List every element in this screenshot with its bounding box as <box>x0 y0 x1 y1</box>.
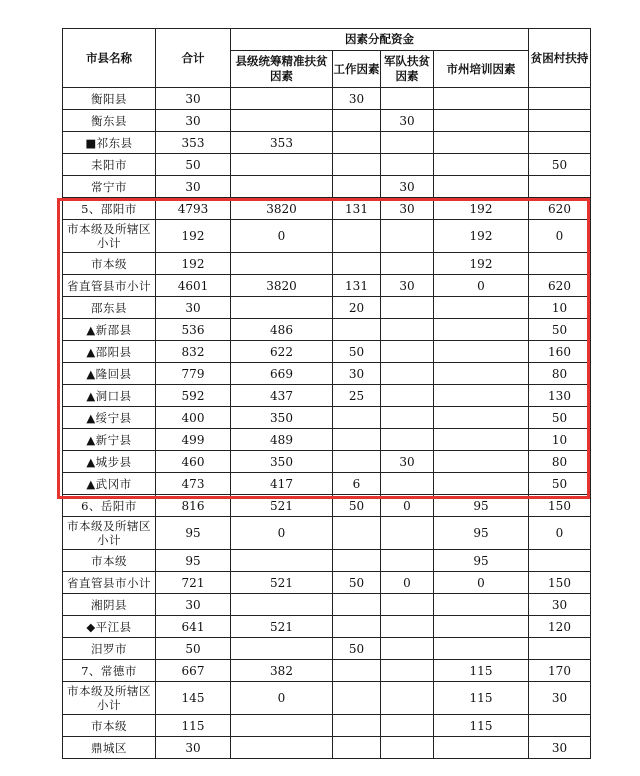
cell-total: 30 <box>156 297 231 319</box>
cell-county-precise: 486 <box>231 319 333 341</box>
cell-city-training: 95 <box>434 550 529 572</box>
cell-city-training <box>434 429 529 451</box>
cell-work: 50 <box>333 341 381 363</box>
cell-county-precise: 0 <box>231 517 333 550</box>
table-row <box>63 341 591 363</box>
cell-army <box>381 660 434 682</box>
cell-total: 473 <box>156 473 231 495</box>
cell-army: 30 <box>381 198 434 220</box>
cell-work <box>333 660 381 682</box>
cell-poor-village: 620 <box>529 198 591 220</box>
cell-poor-village: 50 <box>529 407 591 429</box>
cell-work <box>333 407 381 429</box>
cell-work <box>333 176 381 198</box>
cell-city-training <box>434 407 529 429</box>
cell-total: 721 <box>156 572 231 594</box>
cell-work <box>333 737 381 759</box>
cell-city-training <box>434 297 529 319</box>
cell-city-training: 115 <box>434 715 529 737</box>
cell-work <box>333 429 381 451</box>
cell-county-precise: 353 <box>231 132 333 154</box>
cell-total: 641 <box>156 616 231 638</box>
cell-army <box>381 319 434 341</box>
table-row <box>63 594 591 616</box>
cell-work <box>333 253 381 275</box>
cell-work <box>333 616 381 638</box>
cell-county-name: 汨罗市 <box>63 638 156 660</box>
cell-city-training <box>434 132 529 154</box>
cell-city-training: 115 <box>434 682 529 715</box>
table-row <box>63 682 591 715</box>
table-row <box>63 715 591 737</box>
cell-city-training <box>434 363 529 385</box>
cell-poor-village <box>529 253 591 275</box>
table-row <box>63 451 591 473</box>
cell-county-precise: 350 <box>231 451 333 473</box>
cell-county-precise: 382 <box>231 660 333 682</box>
cell-poor-village: 150 <box>529 495 591 517</box>
table-row <box>63 88 591 110</box>
table-row <box>63 572 591 594</box>
cell-total: 95 <box>156 550 231 572</box>
cell-county-name: 鼎城区 <box>63 737 156 759</box>
table-body <box>63 88 591 759</box>
cell-county-name: ▲新宁县 <box>63 429 156 451</box>
cell-army <box>381 638 434 660</box>
cell-county-precise <box>231 253 333 275</box>
cell-total: 30 <box>156 594 231 616</box>
cell-total: 192 <box>156 220 231 253</box>
cell-county-name: 耒阳市 <box>63 154 156 176</box>
cell-county-precise <box>231 594 333 616</box>
cell-army: 30 <box>381 275 434 297</box>
cell-poor-village: 50 <box>529 154 591 176</box>
table-row <box>63 176 591 198</box>
cell-poor-village <box>529 132 591 154</box>
cell-county-precise <box>231 88 333 110</box>
cell-city-training <box>434 88 529 110</box>
table-row <box>63 473 591 495</box>
table-row <box>63 297 591 319</box>
cell-county-precise: 350 <box>231 407 333 429</box>
cell-city-training <box>434 616 529 638</box>
cell-work: 50 <box>333 495 381 517</box>
cell-poor-village: 0 <box>529 220 591 253</box>
cell-total: 816 <box>156 495 231 517</box>
funding-table-container <box>62 28 591 759</box>
cell-work: 131 <box>333 198 381 220</box>
cell-work <box>333 110 381 132</box>
cell-work: 20 <box>333 297 381 319</box>
cell-county-precise <box>231 737 333 759</box>
cell-army <box>381 132 434 154</box>
cell-poor-village <box>529 715 591 737</box>
cell-county-precise: 3820 <box>231 275 333 297</box>
cell-army: 30 <box>381 176 434 198</box>
cell-work <box>333 319 381 341</box>
cell-work: 50 <box>333 638 381 660</box>
cell-army <box>381 550 434 572</box>
cell-county-name: 5、邵阳市 <box>63 198 156 220</box>
table-row <box>63 198 591 220</box>
cell-total: 30 <box>156 737 231 759</box>
table-row <box>63 517 591 550</box>
cell-poor-village <box>529 550 591 572</box>
cell-total: 192 <box>156 253 231 275</box>
cell-total: 536 <box>156 319 231 341</box>
cell-army <box>381 737 434 759</box>
header-factor-group: 因素分配资金 <box>231 29 529 51</box>
cell-army <box>381 363 434 385</box>
table-row <box>63 737 591 759</box>
cell-county-name: ▲武冈市 <box>63 473 156 495</box>
table-row <box>63 110 591 132</box>
cell-county-precise <box>231 297 333 319</box>
cell-total: 832 <box>156 341 231 363</box>
cell-county-precise: 521 <box>231 495 333 517</box>
cell-work <box>333 517 381 550</box>
cell-county-precise: 521 <box>231 572 333 594</box>
cell-army: 30 <box>381 110 434 132</box>
cell-poor-village: 30 <box>529 737 591 759</box>
cell-county-name: 市本级及所辖区小计 <box>63 682 156 715</box>
cell-city-training <box>434 319 529 341</box>
table-row <box>63 253 591 275</box>
cell-total: 460 <box>156 451 231 473</box>
header-city-training-factor: 市州培训因素 <box>434 51 529 88</box>
cell-work: 131 <box>333 275 381 297</box>
cell-poor-village: 150 <box>529 572 591 594</box>
cell-poor-village: 170 <box>529 660 591 682</box>
cell-county-name: ■祁东县 <box>63 132 156 154</box>
cell-army <box>381 88 434 110</box>
cell-total: 30 <box>156 176 231 198</box>
cell-county-name: 省直管县市小计 <box>63 275 156 297</box>
header-poor-village-support: 贫困村扶持 <box>529 29 591 88</box>
cell-county-precise: 417 <box>231 473 333 495</box>
cell-city-training <box>434 110 529 132</box>
cell-county-precise: 669 <box>231 363 333 385</box>
cell-poor-village: 80 <box>529 363 591 385</box>
table-header <box>63 29 591 88</box>
cell-army: 0 <box>381 572 434 594</box>
header-total: 合计 <box>156 29 231 88</box>
cell-county-name: ▲隆回县 <box>63 363 156 385</box>
cell-poor-village: 120 <box>529 616 591 638</box>
cell-army <box>381 429 434 451</box>
cell-city-training <box>434 176 529 198</box>
cell-county-precise <box>231 110 333 132</box>
cell-poor-village: 620 <box>529 275 591 297</box>
cell-poor-village: 30 <box>529 594 591 616</box>
cell-county-name: 衡阳县 <box>63 88 156 110</box>
header-army-factor: 军队扶贫因素 <box>381 51 434 88</box>
cell-total: 95 <box>156 517 231 550</box>
table-row <box>63 638 591 660</box>
cell-poor-village: 10 <box>529 297 591 319</box>
cell-work <box>333 220 381 253</box>
cell-total: 592 <box>156 385 231 407</box>
cell-army <box>381 594 434 616</box>
table-row <box>63 660 591 682</box>
cell-city-training: 192 <box>434 198 529 220</box>
cell-county-name: 市本级及所辖区小计 <box>63 220 156 253</box>
table-row <box>63 132 591 154</box>
cell-county-name: 湘阴县 <box>63 594 156 616</box>
cell-total: 145 <box>156 682 231 715</box>
cell-county-precise <box>231 550 333 572</box>
cell-army <box>381 253 434 275</box>
cell-city-training <box>434 451 529 473</box>
cell-work <box>333 682 381 715</box>
cell-army <box>381 154 434 176</box>
cell-county-precise: 0 <box>231 682 333 715</box>
cell-county-name: 市本级 <box>63 715 156 737</box>
cell-army <box>381 715 434 737</box>
cell-county-name: 省直管县市小计 <box>63 572 156 594</box>
cell-army: 30 <box>381 451 434 473</box>
cell-city-training: 0 <box>434 275 529 297</box>
cell-city-training: 192 <box>434 253 529 275</box>
cell-poor-village <box>529 88 591 110</box>
cell-poor-village: 50 <box>529 473 591 495</box>
cell-county-precise <box>231 715 333 737</box>
header-work-factor: 工作因素 <box>333 51 381 88</box>
cell-army <box>381 473 434 495</box>
table-row <box>63 407 591 429</box>
cell-army <box>381 341 434 363</box>
cell-army <box>381 682 434 715</box>
table-row <box>63 154 591 176</box>
cell-county-name: 6、岳阳市 <box>63 495 156 517</box>
cell-city-training: 95 <box>434 517 529 550</box>
cell-total: 30 <box>156 110 231 132</box>
cell-county-name: 7、常德市 <box>63 660 156 682</box>
cell-county-name: 衡东县 <box>63 110 156 132</box>
cell-city-training <box>434 737 529 759</box>
header-county-name: 市县名称 <box>63 29 156 88</box>
cell-city-training <box>434 385 529 407</box>
cell-total: 667 <box>156 660 231 682</box>
cell-county-name: ▲新邵县 <box>63 319 156 341</box>
cell-total: 115 <box>156 715 231 737</box>
cell-work: 25 <box>333 385 381 407</box>
cell-county-name: ◆平江县 <box>63 616 156 638</box>
cell-county-name: ▲绥宁县 <box>63 407 156 429</box>
cell-work: 30 <box>333 88 381 110</box>
table-row <box>63 429 591 451</box>
cell-work: 6 <box>333 473 381 495</box>
cell-county-precise: 437 <box>231 385 333 407</box>
cell-total: 499 <box>156 429 231 451</box>
cell-county-name: ▲邵阳县 <box>63 341 156 363</box>
cell-work: 50 <box>333 572 381 594</box>
cell-county-precise <box>231 638 333 660</box>
cell-total: 30 <box>156 88 231 110</box>
cell-poor-village: 160 <box>529 341 591 363</box>
cell-work: 30 <box>333 363 381 385</box>
cell-work <box>333 715 381 737</box>
cell-city-training: 115 <box>434 660 529 682</box>
cell-county-precise: 622 <box>231 341 333 363</box>
cell-county-name: ▲洞口县 <box>63 385 156 407</box>
cell-county-name: 市本级 <box>63 550 156 572</box>
cell-county-name: 常宁市 <box>63 176 156 198</box>
cell-county-name: 市本级及所辖区小计 <box>63 517 156 550</box>
header-county-precise-factor: 县级统筹精准扶贫因素 <box>231 51 333 88</box>
cell-city-training: 95 <box>434 495 529 517</box>
cell-city-training: 192 <box>434 220 529 253</box>
cell-work <box>333 132 381 154</box>
cell-work <box>333 451 381 473</box>
cell-poor-village: 50 <box>529 319 591 341</box>
cell-county-name: ▲城步县 <box>63 451 156 473</box>
funding-allocation-table <box>62 28 591 759</box>
cell-total: 50 <box>156 638 231 660</box>
cell-city-training <box>434 594 529 616</box>
table-row <box>63 495 591 517</box>
cell-city-training: 0 <box>434 572 529 594</box>
cell-city-training <box>434 341 529 363</box>
table-row <box>63 550 591 572</box>
cell-total: 779 <box>156 363 231 385</box>
cell-city-training <box>434 473 529 495</box>
cell-county-precise <box>231 154 333 176</box>
cell-total: 353 <box>156 132 231 154</box>
table-row <box>63 275 591 297</box>
cell-total: 4793 <box>156 198 231 220</box>
table-row <box>63 616 591 638</box>
cell-county-name: 市本级 <box>63 253 156 275</box>
cell-poor-village: 30 <box>529 682 591 715</box>
cell-county-precise: 521 <box>231 616 333 638</box>
table-row <box>63 319 591 341</box>
cell-poor-village <box>529 110 591 132</box>
cell-army <box>381 517 434 550</box>
cell-poor-village: 80 <box>529 451 591 473</box>
cell-county-precise <box>231 176 333 198</box>
cell-army <box>381 407 434 429</box>
cell-total: 50 <box>156 154 231 176</box>
cell-poor-village: 130 <box>529 385 591 407</box>
cell-county-precise: 489 <box>231 429 333 451</box>
cell-total: 400 <box>156 407 231 429</box>
cell-poor-village: 0 <box>529 517 591 550</box>
cell-work <box>333 594 381 616</box>
cell-poor-village <box>529 638 591 660</box>
cell-total: 4601 <box>156 275 231 297</box>
table-row <box>63 385 591 407</box>
cell-army <box>381 297 434 319</box>
cell-city-training <box>434 638 529 660</box>
cell-poor-village: 10 <box>529 429 591 451</box>
table-row <box>63 363 591 385</box>
cell-army <box>381 616 434 638</box>
table-row <box>63 220 591 253</box>
cell-poor-village <box>529 176 591 198</box>
cell-army: 0 <box>381 495 434 517</box>
cell-county-name: 邵东县 <box>63 297 156 319</box>
cell-county-precise: 0 <box>231 220 333 253</box>
cell-work <box>333 550 381 572</box>
cell-city-training <box>434 154 529 176</box>
cell-county-precise: 3820 <box>231 198 333 220</box>
cell-army <box>381 385 434 407</box>
cell-army <box>381 220 434 253</box>
cell-work <box>333 154 381 176</box>
